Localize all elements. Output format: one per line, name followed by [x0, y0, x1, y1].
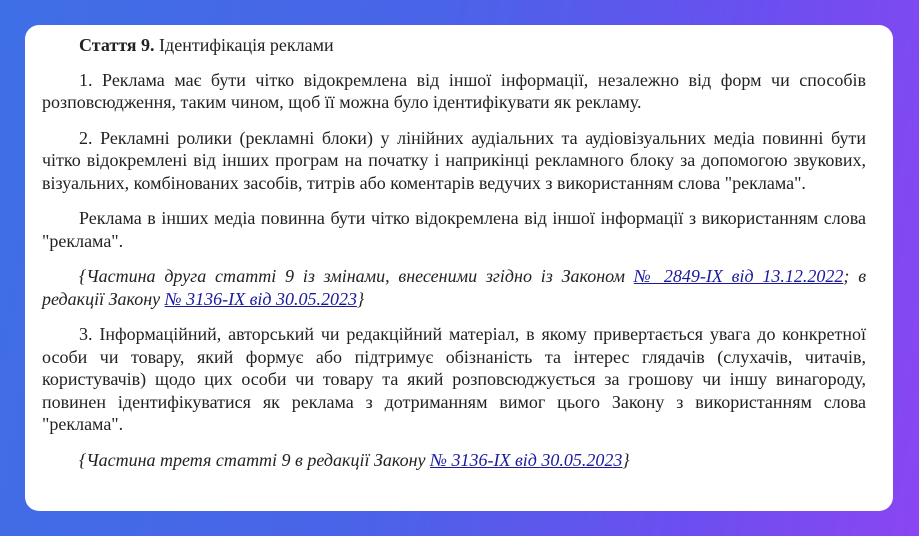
article-number: Стаття 9. [79, 35, 155, 55]
law-link-2849[interactable]: № 2849-IX від 13.12.2022 [633, 266, 844, 286]
article-title: Ідентифікація реклами [154, 35, 334, 55]
amendment-note-suffix: } [622, 449, 630, 470]
amendment-note-part-3 [42, 449, 866, 472]
law-link-3136[interactable]: № 3136-IX від 30.05.2023 [430, 449, 623, 470]
amendment-note-prefix: {Частина третя статті 9 в редакції Закону [79, 449, 431, 470]
article-card [25, 25, 893, 511]
amendment-note-middle: ; в редакції Закону [42, 266, 867, 309]
paragraph-3: 3. Інформаційний, авторський чи редакційний матеріал, в якому привертається увага до конкретної особи чи товару, який формує або підтримує обізнаність та інтерес глядачів (слухачів, читачів, користувачів) щодо цих особи чи товару та який розповсюджується за грошову чи іншу винагороду, повинен ідентифікуватися як реклама з дотриманням вимог цього Закону з використанням слова "реклама". [42, 324, 866, 434]
paragraph-2: 2. Рекламні ролики (рекламні блоки) у лінійних аудіальних та аудіовізуальних медіа повинні бути чітко відокремлені від інших програм на початку і наприкінці рекламного блоку за допомогою звукових, візуальних, комбінованих засобів, титрів або коментарів ведучих з використанням слова "реклама". [42, 127, 866, 193]
amendment-note-part-2 [42, 265, 866, 310]
paragraph-2-continuation: Реклама в інших медіа повинна бути чітко відокремлена від іншої інформації з використанням слова "реклама". [42, 208, 866, 251]
amendment-note-prefix: {Частина друга статті 9 із змінами, внесеними згідно із Законом [79, 266, 634, 286]
paragraph-1: 1. Реклама має бути чітко відокремлена від іншої інформації, незалежно від форм чи способів розповсюдження, таким чином, щоб її можна було ідентифікувати як рекламу. [42, 69, 866, 112]
law-link-3136[interactable]: № 3136-IX від 30.05.2023 [164, 288, 358, 309]
amendment-note-suffix: } [357, 288, 365, 309]
article-heading [42, 34, 866, 57]
